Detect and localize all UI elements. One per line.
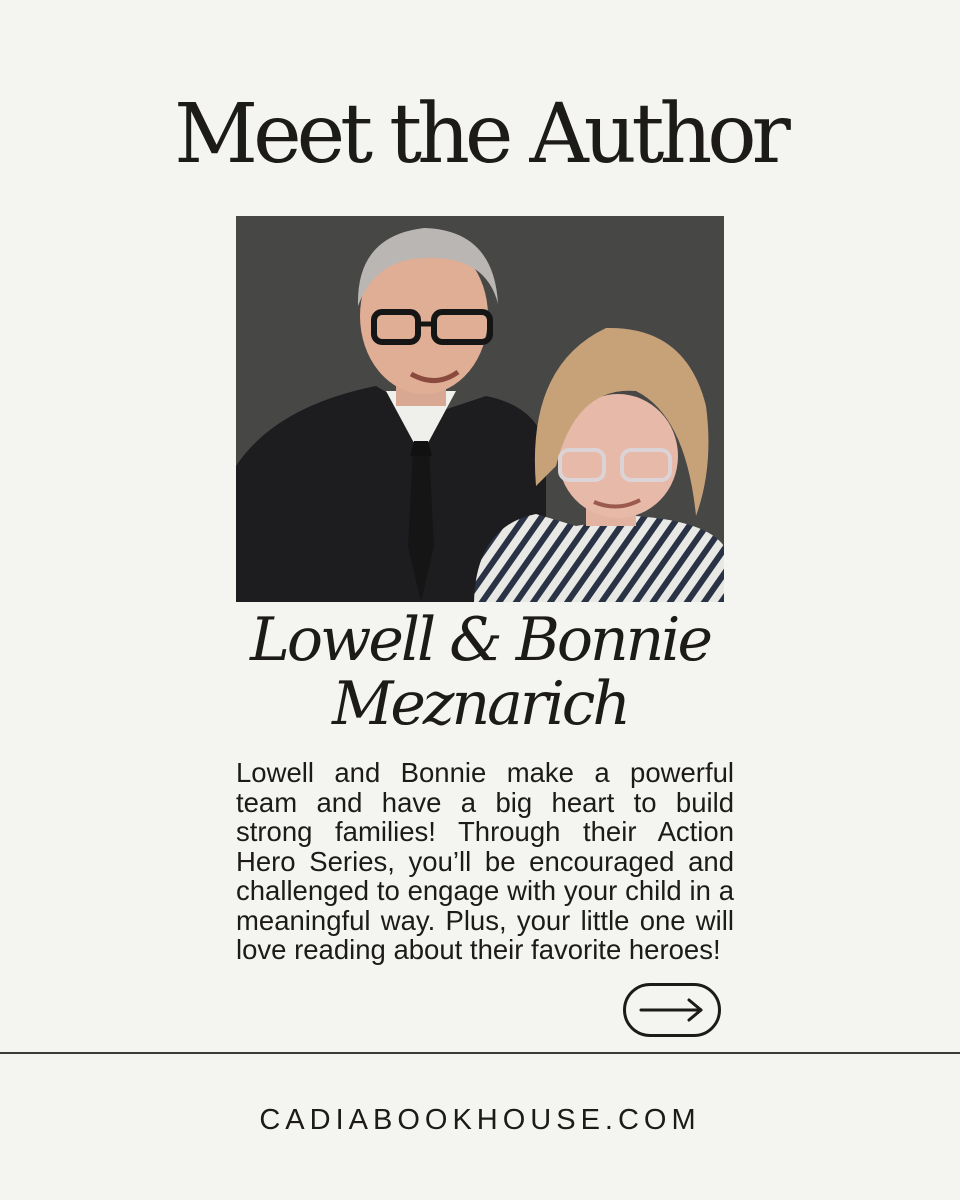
author-bio: Lowell and Bonnie make a powerful team and have a big heart to build strong families! Through their Action Hero Series, you’ll be encouraged and challenged to engage with your child in a meaningful way. Plus, your little one will love reading about their favorite heroes! — [236, 757, 734, 965]
author-name-line-2: Meznarich — [331, 669, 629, 739]
author-name — [0, 605, 960, 739]
website-link[interactable]: CADIABOOKHOUSE.COM — [259, 1104, 701, 1136]
author-photo — [236, 216, 724, 602]
footer-divider — [0, 1052, 960, 1054]
author-name-line-1: Lowell & Bonnie — [250, 605, 710, 675]
next-button[interactable] — [623, 983, 721, 1037]
page-title: Meet the Author — [174, 87, 786, 182]
arrow-right-icon — [639, 998, 705, 1022]
